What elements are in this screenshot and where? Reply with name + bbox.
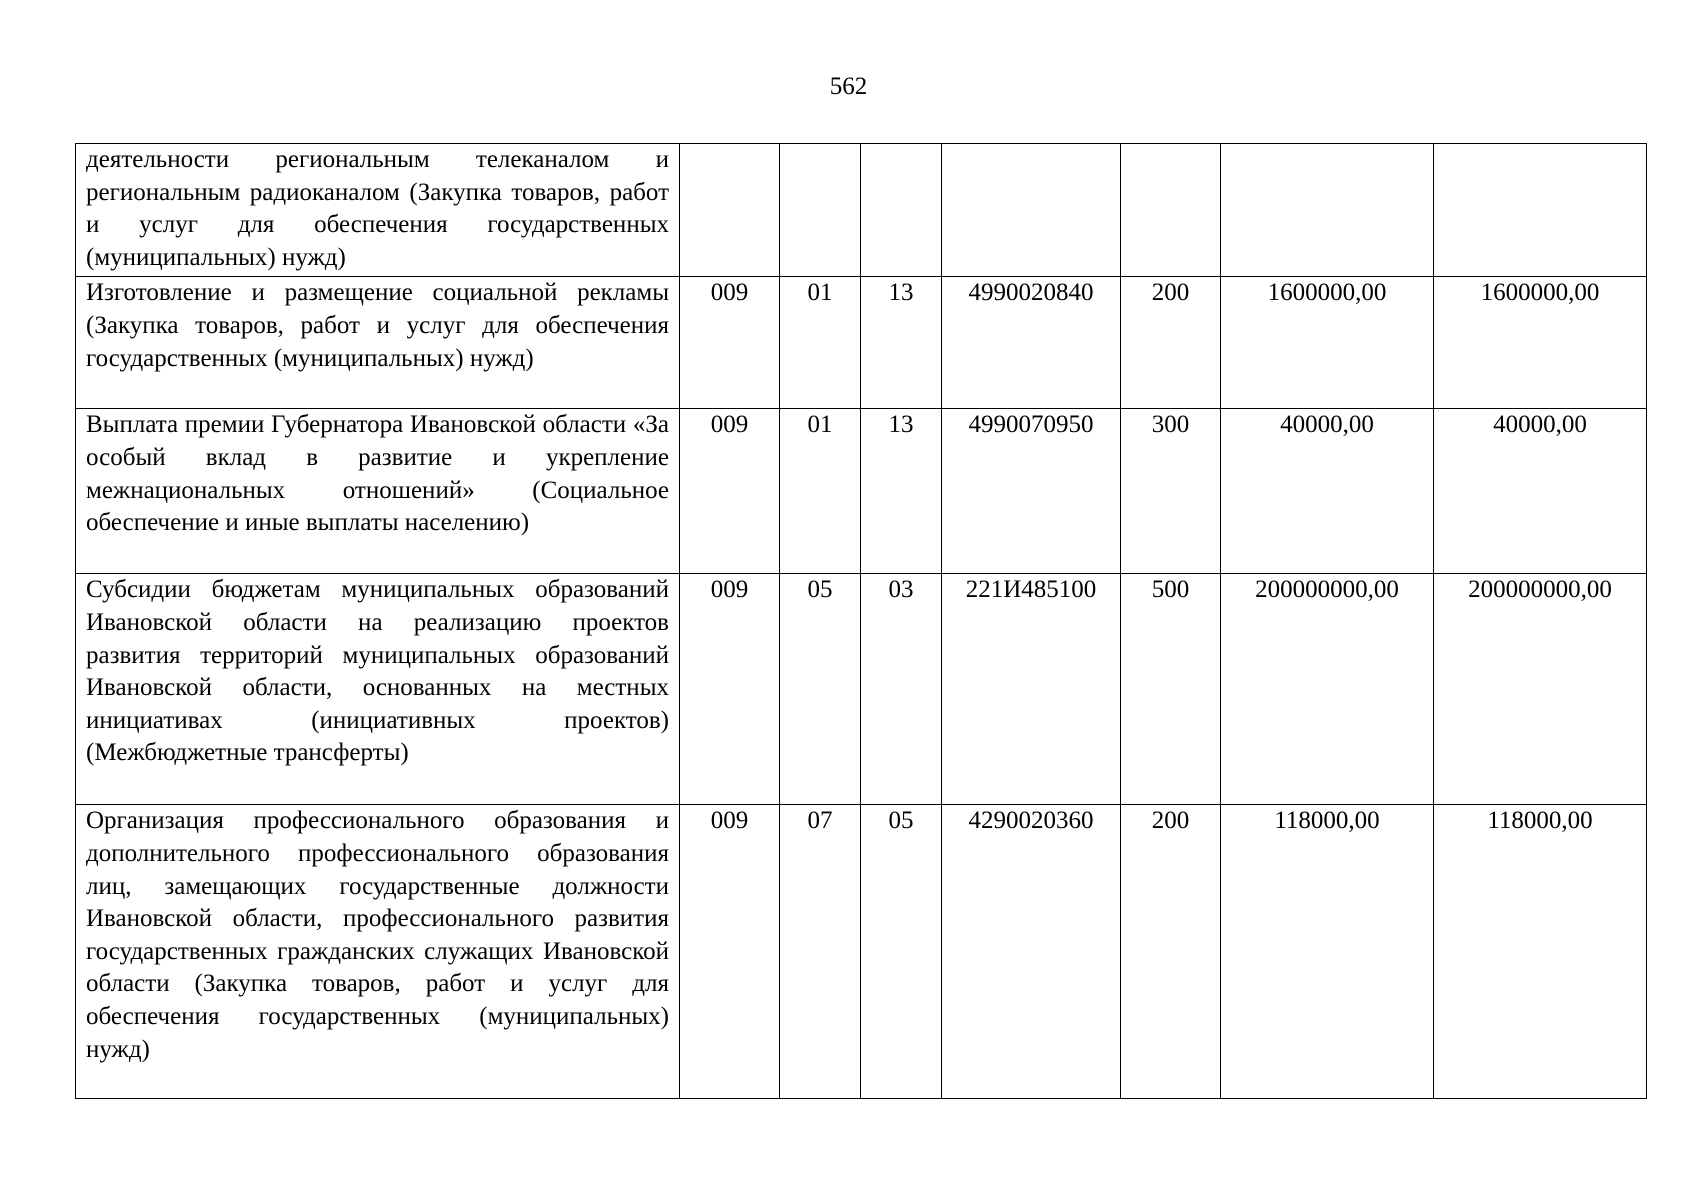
subsection-code xyxy=(861,144,942,277)
budget-table xyxy=(75,143,1647,1099)
section-code: 07 xyxy=(780,805,861,1099)
amount-second: 1600000,00 xyxy=(1434,277,1647,409)
ministry-code xyxy=(680,144,780,277)
target-article-code: 4290020360 xyxy=(942,805,1121,1099)
target-article-code xyxy=(942,144,1121,277)
amount-first: 200000000,00 xyxy=(1221,574,1434,805)
section-code: 05 xyxy=(780,574,861,805)
row-description: Организация профессионального образования и дополнительного профессионального образования лиц, замещающих государственные должности Ивановской области, профессионального развития государственных гражданских служащих Ивановской области (Закупка товаров, работ и услуг для обеспечения государственных (муниципальных) нужд) xyxy=(76,805,680,1099)
amount-first: 1600000,00 xyxy=(1221,277,1434,409)
amount-second: 40000,00 xyxy=(1434,409,1647,574)
subsection-code: 13 xyxy=(861,409,942,574)
subsection-code: 05 xyxy=(861,805,942,1099)
ministry-code: 009 xyxy=(680,277,780,409)
table-row xyxy=(76,805,1647,1099)
subsection-code: 03 xyxy=(861,574,942,805)
section-code: 01 xyxy=(780,277,861,409)
ministry-code: 009 xyxy=(680,574,780,805)
table-row xyxy=(76,409,1647,574)
amount-first: 40000,00 xyxy=(1221,409,1434,574)
amount-first xyxy=(1221,144,1434,277)
expense-type-code: 300 xyxy=(1121,409,1221,574)
target-article-code: 4990070950 xyxy=(942,409,1121,574)
ministry-code: 009 xyxy=(680,805,780,1099)
row-description: Субсидии бюджетам муниципальных образований Ивановской области на реализацию проектов развития территорий муниципальных образований Ивановской области, основанных на местных инициативах (инициативных проектов) (Межбюджетные трансферты) xyxy=(76,574,680,805)
expense-type-code: 200 xyxy=(1121,805,1221,1099)
expense-type-code: 200 xyxy=(1121,277,1221,409)
target-article-code: 221И485100 xyxy=(942,574,1121,805)
expense-type-code: 500 xyxy=(1121,574,1221,805)
table-row xyxy=(76,574,1647,805)
table-row xyxy=(76,277,1647,409)
target-article-code: 4990020840 xyxy=(942,277,1121,409)
row-description: Выплата премии Губернатора Ивановской области «За особый вклад в развитие и укрепление межнациональных отношений» (Социальное обеспечение и иные выплаты населению) xyxy=(76,409,680,574)
page-number: 562 xyxy=(829,73,868,100)
amount-second: 118000,00 xyxy=(1434,805,1647,1099)
ministry-code: 009 xyxy=(680,409,780,574)
amount-first: 118000,00 xyxy=(1221,805,1434,1099)
section-code xyxy=(780,144,861,277)
subsection-code: 13 xyxy=(861,277,942,409)
table-row xyxy=(76,144,1647,277)
row-description: деятельности региональным телеканалом и региональным радиоканалом (Закупка товаров, работ и услуг для обеспечения государственных (муниципальных) нужд) xyxy=(76,144,680,277)
row-description: Изготовление и размещение социальной рекламы (Закупка товаров, работ и услуг для обеспечения государственных (муниципальных) нужд) xyxy=(76,277,680,409)
expense-type-code xyxy=(1121,144,1221,277)
section-code: 01 xyxy=(780,409,861,574)
amount-second xyxy=(1434,144,1647,277)
amount-second: 200000000,00 xyxy=(1434,574,1647,805)
